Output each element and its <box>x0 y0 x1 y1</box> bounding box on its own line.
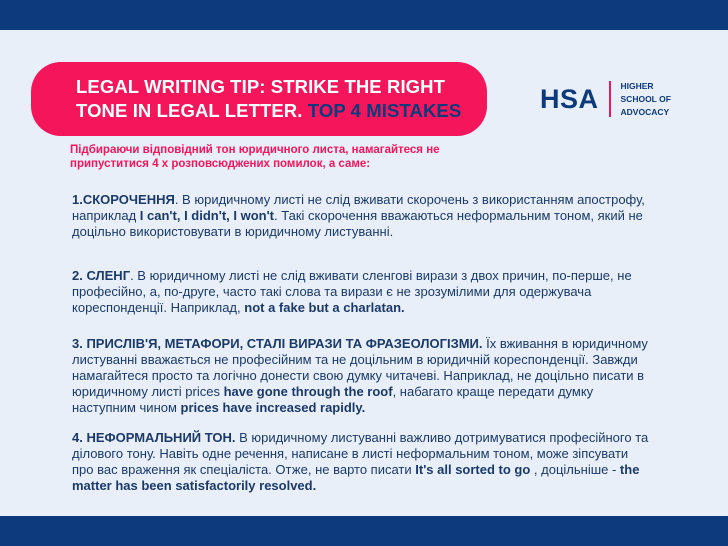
tip-example: the matter has been satisfactorily resolved. <box>72 462 640 493</box>
logo-word-higher: HIGHER <box>620 80 654 91</box>
tip-example: prices have increased rapidly. <box>180 400 366 415</box>
title-banner <box>31 62 487 136</box>
tip-text: . Такі скорочення вважаються неформальним тоном, який не доцільно використовувати в юридичному листуванні. <box>72 208 643 239</box>
tip-heading: 2. СЛЕНГ <box>72 268 131 283</box>
top-banner-bar <box>0 0 728 30</box>
tip-text: В юридичному листуванні важливо дотримуватися професійного та ділового тону. Навіть одне речення, написане в листі неформальним тоном, може зіпсувати про вас враження як спеціаліста. Отже, не варто писати <box>72 430 649 477</box>
tip-example: I can't, I didn't, I won't <box>139 208 275 223</box>
hsa-logo <box>540 79 671 119</box>
intro-text: Підбираючи відповідний тон юридичного листа, намагайтеся не припуститися 4 х розповсюджених помилок, а саме: <box>70 144 440 170</box>
logo-word-school: SCHOOL OF <box>620 93 671 104</box>
tip-heading: 4. НЕФОРМАЛЬНИЙ ТОН. <box>72 430 236 445</box>
tip-informal-tone <box>72 430 652 494</box>
tip-example: It's all sorted to go <box>415 462 531 477</box>
tip-heading: 1.СКОРОЧЕННЯ <box>72 192 175 207</box>
logo-divider <box>609 81 611 117</box>
tip-heading: 3. ПРИСЛІВ'Я, МЕТАФОРИ, СТАЛІ ВИРАЗИ ТА ФРАЗЕОЛОГІЗМИ. <box>72 336 483 351</box>
title-text: LEGAL WRITING TIP: STRIKE THE RIGHT TONE IN LEGAL LETTER. <box>76 76 446 121</box>
tip-text: . В юридичному листі не слід вживати сленгові вирази з двох причин, по-перше, не професійно, а, по-друге, часто такі слова та вирази є не зрозумілими для одержувача кореспонденції. Наприклад, <box>72 268 632 315</box>
tip-text: , набагато краще передати думку наступним чином <box>72 384 594 415</box>
tip-text: Їх вживання в юридичному листуванні вважається не професійним та не доцільним в юридичній кореспонденції. Завжди намагайтеся просто та логічно донести свою думку читачеві. Наприклад, не доцільно писати в юридичному листі prices <box>72 336 648 399</box>
title-accent-text: TOP 4 MISTAKES <box>307 100 462 121</box>
logo-wordmark <box>621 80 671 119</box>
logo-mark: HSA <box>540 83 599 114</box>
tip-idioms <box>72 336 652 416</box>
tip-example: have gone through the roof <box>223 384 393 399</box>
logo-word-advocacy: ADVOCACY <box>620 106 670 117</box>
tip-contractions <box>72 192 652 240</box>
tip-example: not a fake but a charlatan. <box>244 300 405 315</box>
bottom-banner-bar <box>0 516 728 546</box>
tip-text: . В юридичному листі не слід вживати скорочень з використанням апострофу, наприклад <box>72 192 645 223</box>
tip-slang <box>72 268 652 316</box>
tip-text: , доцільніше - <box>530 462 620 477</box>
